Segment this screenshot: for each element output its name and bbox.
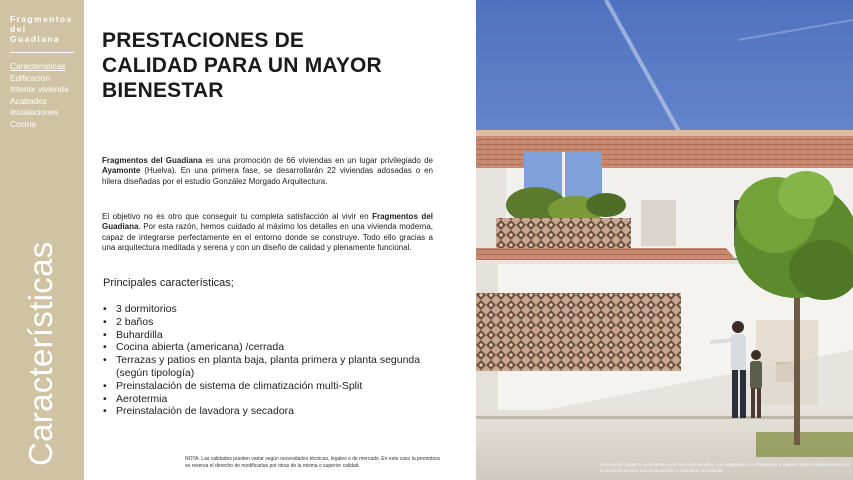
- page-title-line-1: PRESTACIONES DE: [102, 29, 305, 52]
- disclaimer-note: NOTA: Las calidades pueden variar según necesidades técnicas, legales o de mercado. En este caso la promotora se reserva el derecho de modificarlas por otras de la misma o superior calidad.: [185, 456, 440, 469]
- features-heading: Principales características;: [103, 277, 234, 289]
- intro-location: Ayamonte: [102, 166, 141, 176]
- brand-line-2: del: [10, 24, 27, 34]
- nav-item-caracteristicas[interactable]: Características: [10, 61, 66, 71]
- objective-text-1: El objetivo no es otro que conseguir tu completa satisfacción al vivir en: [102, 212, 373, 221]
- section-nav: [10, 61, 69, 130]
- feature-item: • Buhardilla: [103, 329, 453, 342]
- sidebar: [0, 0, 84, 480]
- brand-logo: [10, 14, 76, 44]
- objective-brand-name: Fragmentos del Guadiana: [102, 212, 433, 232]
- feature-item: • Preinstalación de sistema de climatización multi-Split: [103, 380, 453, 393]
- objective-paragraph: [102, 212, 433, 253]
- page-title-line-2: CALIDAD PARA UN MAYOR: [102, 54, 382, 77]
- intro-text-1: es una promoción de 66 viviendas en un lugar privilegiado de: [202, 156, 433, 165]
- brand-line-1: Fragmentos: [10, 14, 73, 24]
- feature-item: • Cocina abierta (americana) /cerrada: [103, 341, 453, 354]
- nav-item-interior-vivienda[interactable]: Interior vivienda: [10, 84, 69, 94]
- nav-item-cocina[interactable]: Cocina: [10, 118, 36, 129]
- feature-item: • Aerotermia: [103, 393, 453, 406]
- nav-item-instalaciones[interactable]: Instalaciones: [10, 107, 59, 117]
- intro-brand-name: Fragmentos del Guadiana: [102, 156, 203, 165]
- feature-item: • 2 baños: [103, 316, 453, 329]
- page-title: [102, 28, 452, 103]
- objective-text-2: . Por esta razón, hemos cuidado al máximo los detalles en una vivienda moderna, capaz de integrarse perfectamente en el entorno donde se construye. Todo ello gracias a una arquitectura meditada y serena y con un diseño de calidad y plenamente funcional.: [102, 222, 433, 252]
- page-title-line-3: BIENESTAR: [102, 79, 224, 102]
- nav-item-edificacion[interactable]: Edificación: [10, 72, 51, 83]
- feature-item: • Terrazas y patios en planta baja, planta primera y planta segunda (según tipología): [103, 354, 453, 380]
- brand-line-3: Guadiana: [10, 34, 60, 44]
- photo-credit: Recreación digital no vinculante a efectos contractuales. Las imágenes son orientativas y pueden sufrir modificaciones por el proyecto técnico que se desarrolle y mobiliario no incluido.: [600, 462, 850, 473]
- brand-divider: [10, 52, 74, 53]
- feature-item: • Preinstalación de lavadora y secadora: [103, 405, 453, 418]
- nav-item-acabados[interactable]: Acabados: [10, 95, 47, 106]
- intro-text-2: (Huelva). En una primera fase, se desarrollarán 22 viviendas adosadas o en hilera diseñadas por el estudio González Morgado Arquitectura.: [102, 166, 433, 186]
- intro-paragraph: [102, 156, 433, 187]
- feature-item: • 3 dormitorios: [103, 303, 453, 316]
- section-vertical-title: Características: [22, 241, 59, 466]
- features-list: [103, 303, 453, 418]
- house-render-image: [476, 0, 853, 480]
